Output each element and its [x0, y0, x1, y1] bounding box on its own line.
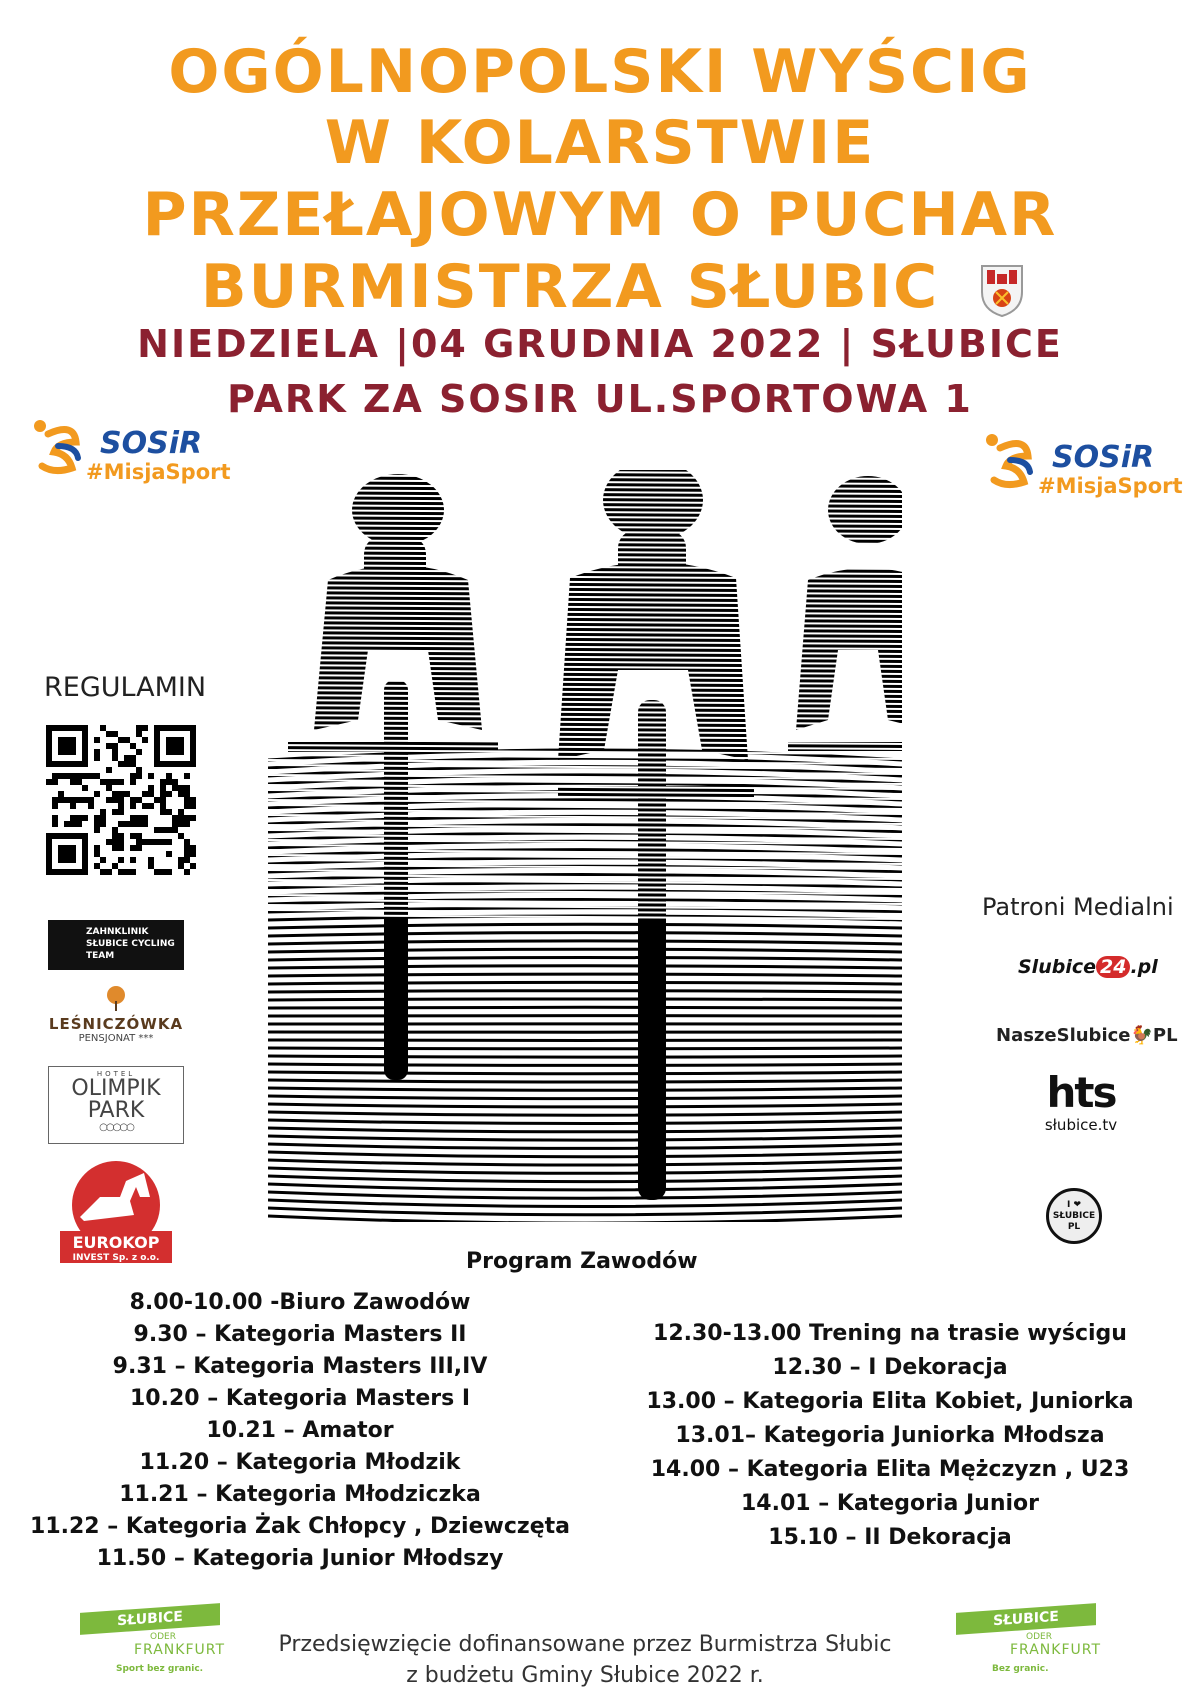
program-item: 13.01– Kategoria Juniorka Młodsza — [675, 1423, 1105, 1448]
sosir-logo-left — [28, 412, 231, 492]
sponsor-zahnklinik: ZAHNKLINIK SŁUBICE CYCLING TEAM — [48, 920, 184, 970]
sf-slogan: Sport bez granic. — [116, 1664, 204, 1674]
hts-big: hts — [1046, 1068, 1116, 1117]
sf-top: SŁUBICE — [956, 1603, 1096, 1635]
sosir-logo-right — [980, 426, 1183, 506]
program-item: 8.00-10.00 -Biuro Zawodów — [129, 1290, 471, 1315]
program-item: 10.20 – Kategoria Masters I — [129, 1386, 471, 1411]
olimpik-name-2: PARK — [87, 1098, 145, 1123]
sosir-name: SOSiR — [100, 426, 203, 461]
sponsor-olimpik-park — [48, 1066, 184, 1144]
slubice24-c: .pl — [1130, 956, 1158, 978]
olimpik-hotel: HOTEL — [96, 1070, 136, 1078]
sponsor-lesniczowka — [48, 985, 184, 1047]
ilove-l1: I ❤ — [1066, 1200, 1082, 1210]
slubice24-a: Slubice — [1018, 956, 1096, 978]
media-nasze-slubice: NaszeSlubice🐓PL — [996, 1025, 1178, 1046]
eurokop-sub: INVEST Sp. z o.o. — [72, 1253, 160, 1263]
olimpik-name-1: OLIMPIK — [71, 1076, 161, 1101]
program-item: 10.21 – Amator — [206, 1418, 394, 1443]
footer-line-1: Przedsięwzięcie dofinansowane przez Burmistrza Słubic — [278, 1632, 892, 1657]
program-left-column — [0, 1287, 600, 1575]
program-item: 11.21 – Kategoria Młodziczka — [119, 1482, 481, 1507]
title-line-1: OGÓLNOPOLSKI WYŚCIG — [168, 37, 1032, 107]
tree-icon — [101, 985, 131, 1011]
title-line-4: BURMISTRZA SŁUBIC — [200, 252, 940, 322]
program-item: 12.30-13.00 Trening na trasie wyścigu — [653, 1321, 1127, 1346]
sosir-name: SOSiR — [1052, 440, 1155, 475]
hts-small: słubice.tv — [1044, 1116, 1118, 1134]
program-item: 15.10 – II Dekoracja — [768, 1525, 1012, 1550]
program-item: 11.20 – Kategoria Młodzik — [139, 1450, 461, 1475]
cyclists-artwork — [268, 470, 902, 1222]
eurokop-name: EUROKOP — [72, 1233, 160, 1252]
sosir-tag: #MisjaSport — [86, 460, 231, 484]
program-item: 14.00 – Kategoria Elita Mężczyzn , U23 — [650, 1457, 1130, 1482]
event-date-line: NIEDZIELA |04 GRUDNIA 2022 | SŁUBICE — [137, 322, 1063, 366]
ilove-l2: SŁUBICE — [1052, 1211, 1096, 1221]
program-item: 11.22 – Kategoria Żak Chłopcy , Dziewczęta — [30, 1514, 570, 1539]
sf-oder: ODER — [1026, 1632, 1052, 1642]
media-patrons-label: Patroni Medialni — [982, 893, 1174, 921]
city-crest-icon — [978, 262, 1026, 318]
sosir-tag: #MisjaSport — [1038, 474, 1183, 498]
title-line-2: W KOLARSTWIE — [324, 108, 876, 178]
program-item: 11.50 – Kategoria Junior Młodszy — [96, 1546, 504, 1571]
slubice24-b: 24 — [1096, 956, 1130, 978]
sf-slogan: Bez granic. — [992, 1664, 1049, 1674]
sf-frankfurt: FRANKFURT — [1010, 1642, 1102, 1658]
program-item: 13.00 – Kategoria Elita Kobiet, Juniorka — [646, 1389, 1134, 1414]
lesniczowka-name: LEŚNICZÓWKA — [48, 1015, 184, 1033]
title-line-3: PRZEŁAJOWYM O PUCHAR — [142, 180, 1058, 250]
media-i-love-slubice — [1046, 1188, 1102, 1244]
program-item: 9.31 – Kategoria Masters III,IV — [112, 1354, 488, 1379]
olympic-rings-icon: ○○○○○ — [99, 1122, 133, 1133]
regulamin-qr-code[interactable] — [46, 725, 196, 875]
footer-line-2: z budżetu Gminy Słubice 2022 r. — [406, 1663, 764, 1688]
sponsor-eurokop — [60, 1157, 172, 1263]
media-slubice24 — [1018, 956, 1158, 978]
sf-frankfurt: FRANKFURT — [134, 1642, 226, 1658]
program-item: 9.30 – Kategoria Masters II — [133, 1322, 467, 1347]
program-item: 12.30 – I Dekoracja — [772, 1355, 1008, 1380]
program-title: Program Zawodów — [466, 1249, 698, 1274]
lesniczowka-sub: PENSJONAT *** — [78, 1033, 154, 1044]
ilove-l3: PL — [1067, 1222, 1081, 1232]
program-right-column — [610, 1317, 1170, 1555]
sf-top: SŁUBICE — [80, 1603, 220, 1635]
program-item: 14.01 – Kategoria Junior — [740, 1491, 1039, 1516]
media-hts — [1036, 1070, 1126, 1150]
event-place-line: PARK ZA SOSIR UL.SPORTOWA 1 — [227, 377, 973, 421]
sf-oder: ODER — [150, 1632, 176, 1642]
regulamin-label: REGULAMIN — [44, 672, 207, 703]
